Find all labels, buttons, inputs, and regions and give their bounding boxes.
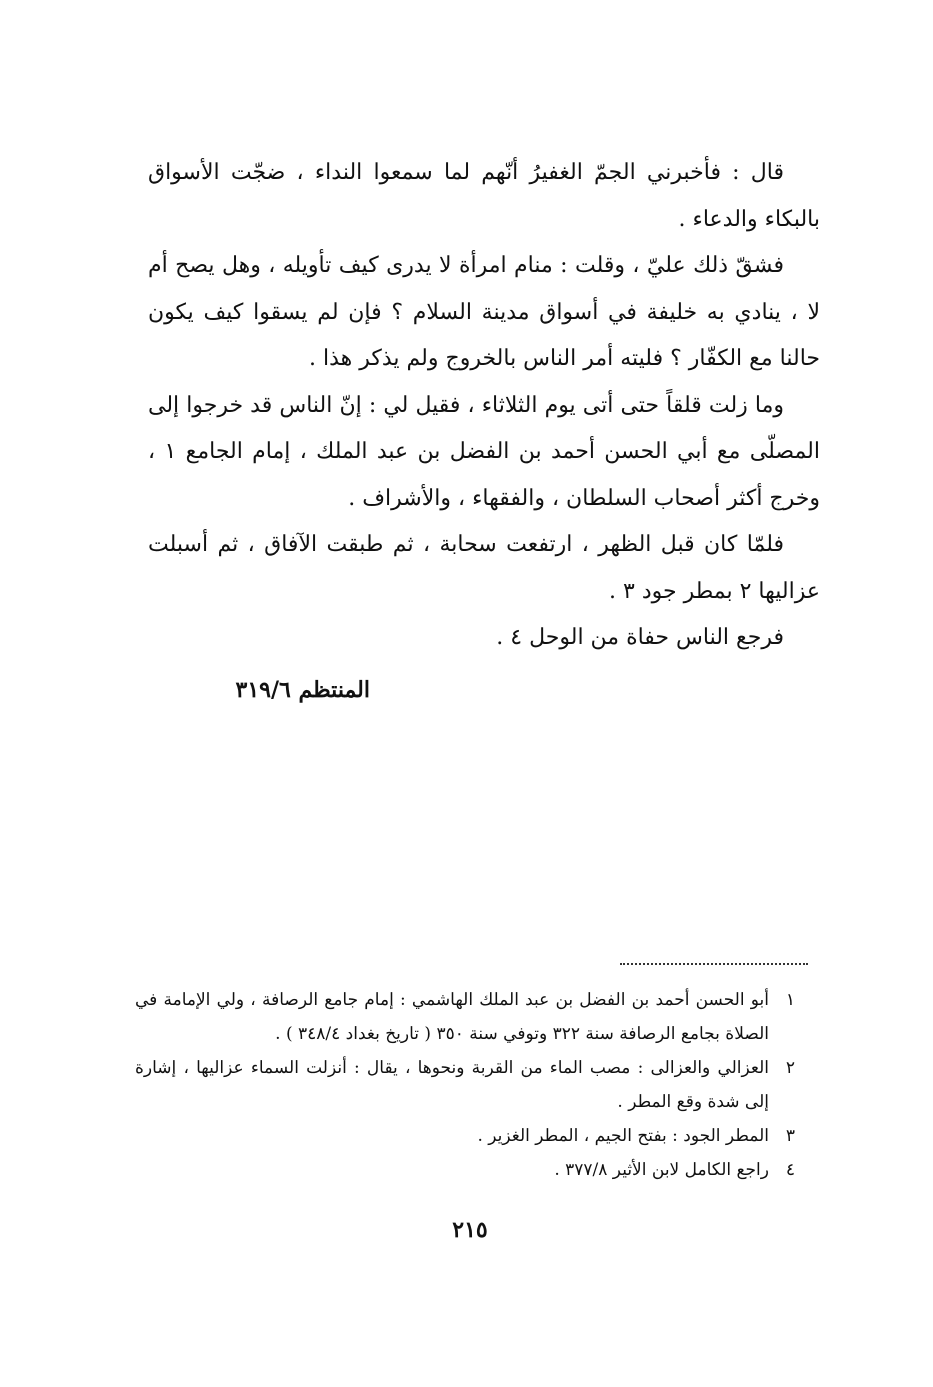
footnote-number: ١	[785, 990, 795, 1010]
paragraph-5: فرجع الناس حفاة من الوحل ٤ .	[496, 625, 784, 650]
footnotes-section	[135, 983, 795, 1187]
footnote-item	[135, 1119, 795, 1153]
footnote-number: ٣	[785, 1126, 795, 1146]
paragraph-3: وما زلت قلقاً حتى أتى يوم الثلاثاء ، فقيل لي : إنّ الناس قد خرجوا إلى المصلّى مع أبي الحسن أحمد بن الفضل بن عبد الملك ، إمام الجامع ١ ، وخرج أكثر أصحاب السلطان ، والفقهاء ، والأشراف .	[148, 392, 821, 511]
paragraph-1: قال : فأخبرني الجمّ الغفيرُ أنّهم لما سمعوا النداء ، ضجّت الأسواق بالبكاء والدعاء .	[148, 160, 820, 232]
paragraph-4: فلمّا كان قبل الظهر ، ارتفعت سحابة ، ثم طبقت الآفاق ، ثم أسبلت عزاليها ٢ بمطر جود ٣ .	[148, 532, 820, 604]
footnote-item	[135, 1153, 795, 1187]
paragraph-2: فشقّ ذلك عليّ ، وقلت : منام امرأة لا يدرى كيف تأويله ، وهل يصح أم لا ، ينادي به خليفة في أسواق مدينة السلام ؟ فإن لم يسقوا كيف يكون حالنا مع الكفّار ؟ فليته أمر الناس بالخروج ولم يذكر هذا .	[148, 253, 820, 371]
footnote-text: أبو الحسن أحمد بن الفضل بن عبد الملك الهاشمي : إمام جامع الرصافة ، ولي الإمامة في الصلاة بجامع الرصافة سنة ٣٢٢ وتوفي سنة ٣٥٠ ( تاريخ بغداد ٣٤٨/٤ ) .	[135, 990, 769, 1044]
footnote-item	[135, 983, 795, 1051]
footnote-item	[135, 1051, 795, 1119]
footnote-text: راجع الكامل لابن الأثير ٣٧٧/٨ .	[554, 1160, 769, 1180]
page-number: ٢١٥	[452, 1217, 488, 1243]
footnote-number: ٢	[785, 1058, 795, 1078]
source-citation: المنتظم ٣١٩/٦	[235, 677, 370, 703]
footnote-divider	[620, 963, 808, 965]
main-text-block	[148, 150, 820, 662]
footnote-number: ٤	[785, 1160, 795, 1180]
footnote-text: العزالي والعزالى : مصب الماء من القربة ونحوها ، يقال : أنزلت السماء عزاليها ، إشارة إلى شدة وقع المطر .	[135, 1058, 769, 1112]
footnote-text: المطر الجود : بفتح الجيم ، المطر الغزير .	[477, 1126, 769, 1146]
